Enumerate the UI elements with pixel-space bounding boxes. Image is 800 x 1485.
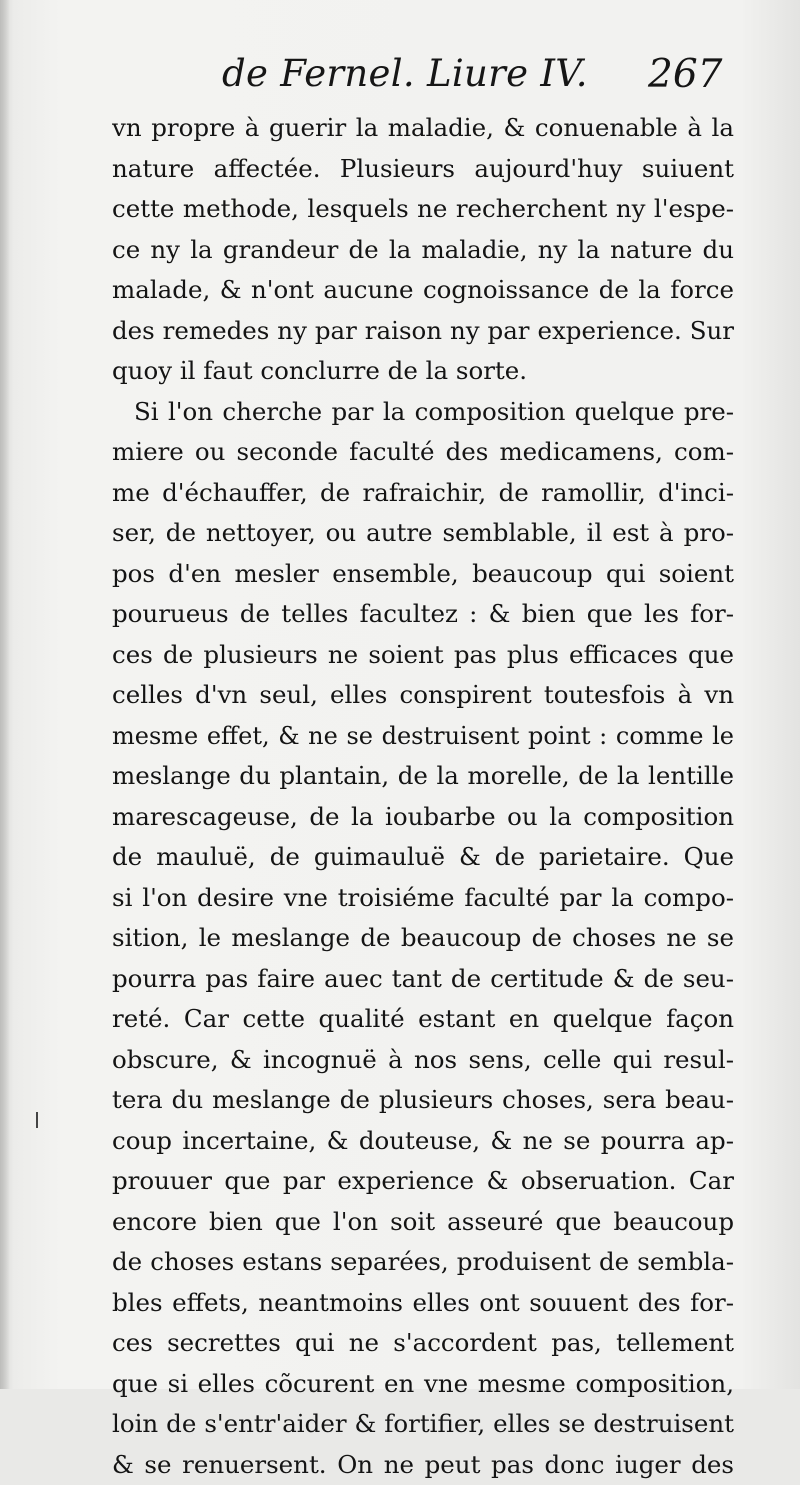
text-line: miere ou seconde faculté des medicamens, com- — [112, 432, 734, 473]
text-line: ces de plusieurs ne soient pas plus efficaces que — [112, 635, 734, 676]
text-line: reté. Car cette qualité estant en quelque façon — [112, 999, 734, 1040]
text-line: meslange du plantain, de la morelle, de la lentille — [112, 756, 734, 797]
text-line: & se renuersent. On ne peut pas donc iuger des — [112, 1445, 734, 1485]
page-header — [0, 50, 800, 106]
text-line: ces secrettes qui ne s'accordent pas, tellement — [112, 1323, 734, 1364]
text-line: que si elles cõcurent en vne mesme composition, — [112, 1364, 734, 1405]
text-line: ser, de nettoyer, ou autre semblable, il est à pro- — [112, 513, 734, 554]
text-line: de choses estans separées, produisent de sembla- — [112, 1242, 734, 1283]
text-line: pos d'en mesler ensemble, beaucoup qui soient — [112, 554, 734, 595]
text-line: encore bien que l'on soit asseuré que beaucoup — [112, 1202, 734, 1243]
text-line: malade, & n'ont aucune cognoissance de la force — [112, 270, 734, 311]
text-line: nature affectée. Plusieurs aujourd'huy suiuent — [112, 149, 734, 190]
text-line: mesme effet, & ne se destruisent point : comme le — [112, 716, 734, 757]
text-line: obscure, & incognuë à nos sens, celle qui resul- — [112, 1040, 734, 1081]
text-line: pourra pas faire auec tant de certitude & de seu- — [112, 959, 734, 1000]
text-line: des remedes ny par raison ny par experience. Sur — [112, 311, 734, 352]
text-line: si l'on desire vne troisiéme faculté par la compo- — [112, 878, 734, 919]
text-line: Si l'on cherche par la composition quelque pre- — [112, 392, 734, 433]
text-line: ce ny la grandeur de la maladie, ny la nature du — [112, 230, 734, 271]
text-line: sition, le meslange de beaucoup de choses ne se — [112, 918, 734, 959]
text-line: de mauluë, de guimauluë & de parietaire. Que — [112, 837, 734, 878]
text-line: prouuer que par experience & obseruation. Car — [112, 1161, 734, 1202]
text-line: pourueus de telles facultez : & bien que les for- — [112, 594, 734, 635]
running-head: de Fernel. Liure IV. — [222, 52, 588, 95]
text-line: marescageuse, de la ioubarbe ou la composition — [112, 797, 734, 838]
text-line: me d'échauffer, de rafraichir, de ramollir, d'inci- — [112, 473, 734, 514]
text-line: quoy il faut conclurre de la sorte. — [112, 351, 734, 392]
gutter-shadow — [0, 0, 10, 1389]
text-line: vn propre à guerir la maladie, & conuenable à la — [112, 108, 734, 149]
text-line: celles d'vn seul, elles conspirent toutesfois à vn — [112, 675, 734, 716]
page-number: 267 — [648, 52, 722, 97]
text-line: tera du meslange de plusieurs choses, sera beau- — [112, 1080, 734, 1121]
text-line: cette methode, lesquels ne recherchent ny l'espe- — [112, 189, 734, 230]
text-line: loin de s'entr'aider & fortifier, elles se destruisent — [112, 1404, 734, 1445]
text-line: bles effets, neantmoins elles ont souuent des for- — [112, 1283, 734, 1324]
body-text — [112, 108, 734, 1485]
margin-mark — [36, 1112, 38, 1128]
text-line: coup incertaine, & douteuse, & ne se pourra ap- — [112, 1121, 734, 1162]
